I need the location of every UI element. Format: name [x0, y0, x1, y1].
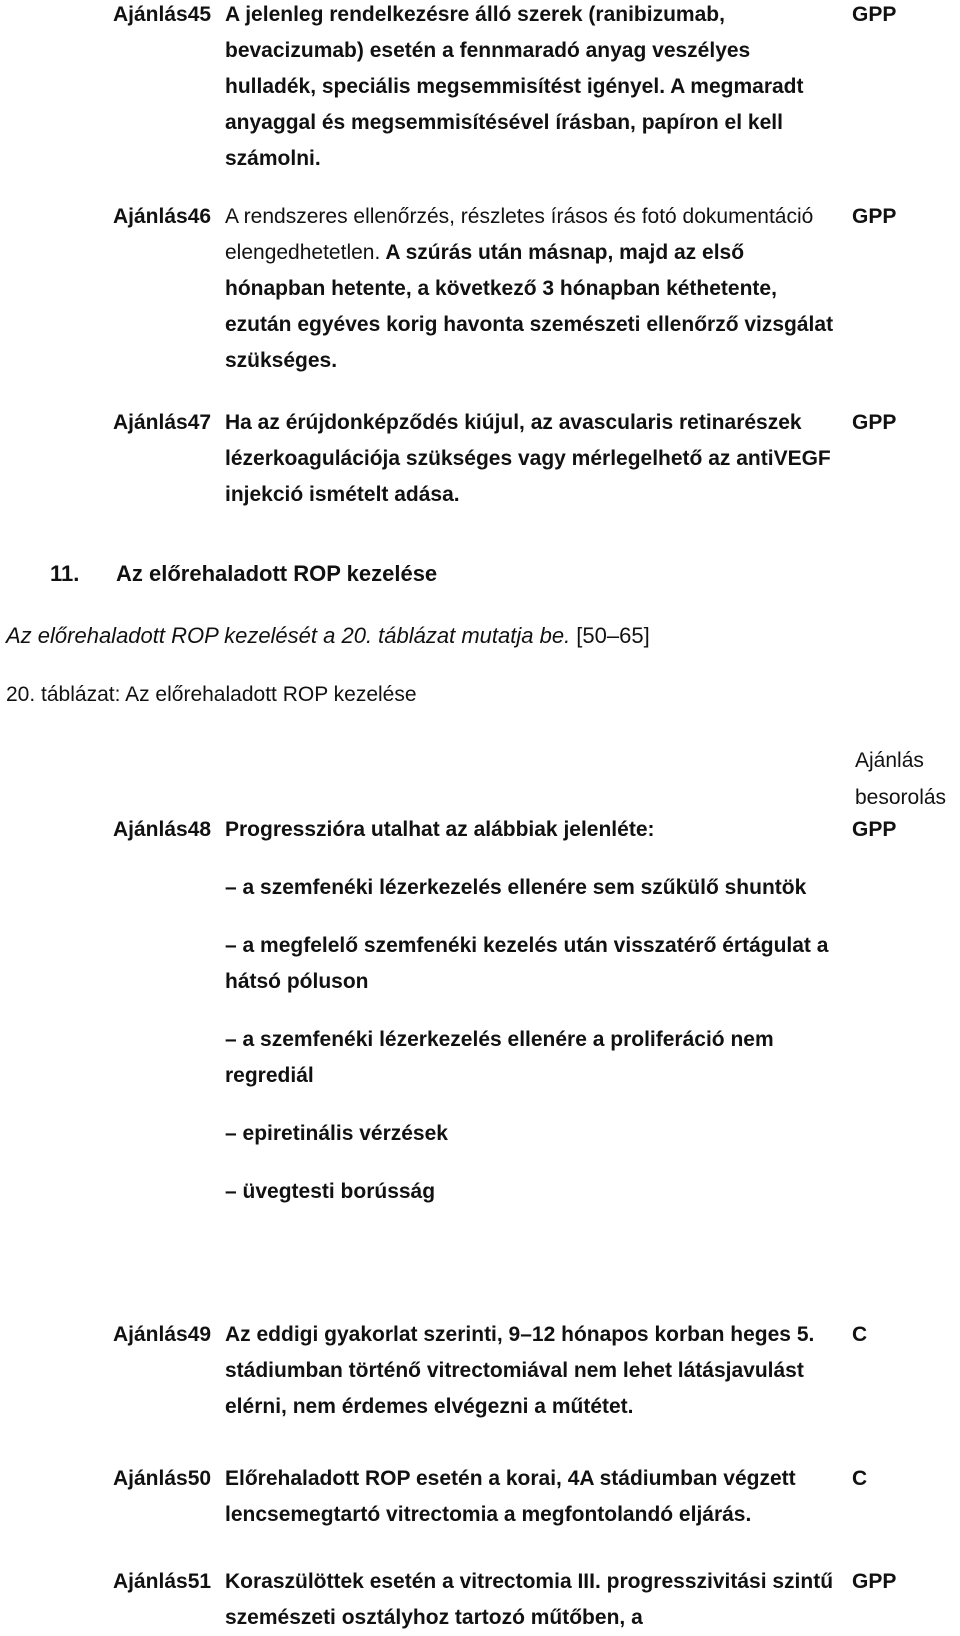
recommendation-text: Előrehaladott ROP esetén a korai, 4A stádiumban végzett lencsemegtartó vitrectomia a megfontolandó eljárás.: [225, 1467, 796, 1526]
recommendation-text: Az eddigi gyakorlat szerinti, 9–12 hónapos korban heges 5. stádiumban történő vitrectomiával nem lehet látásjavulást elérni, nem érdemes elvégezni a műtétet.: [225, 1323, 815, 1418]
recommendation-label: Ajánlás46: [113, 205, 212, 228]
table-caption: 20. táblázat: Az előrehaladott ROP kezelése: [6, 683, 417, 706]
list-item: – a szemfenéki lézerkezelés ellenére a proliferáció nem regrediál: [225, 1028, 774, 1087]
recommendation-grade: C: [852, 1467, 868, 1490]
recommendation-intro: Progresszióra utalhat az alábbiak jelenléte:: [225, 818, 655, 841]
intro-text: Az előrehaladott ROP kezelését a 20. táblázat mutatja be.: [6, 623, 571, 648]
recommendation-text: A jelenleg rendelkezésre álló szerek (ranibizumab, bevacizumab) esetén a fennmaradó anyag veszélyes hulladék, speciális megsemmisítést igényel. A megmaradt anyaggal és megsemmisítésével írásban, papíron el kell számolni.: [225, 3, 804, 170]
recommendation-grade: GPP: [852, 205, 897, 228]
recommendation-grade: GPP: [852, 1570, 897, 1593]
recommendation-label: Ajánlás49: [113, 1323, 212, 1346]
recommendation-label: Ajánlás48: [113, 818, 212, 841]
recommendation-label: Ajánlás45: [113, 3, 212, 26]
recommendation-text-part1: A rendszeres ellenőrzés, részletes írásos és fotó dokumentáció elengedhetetlen.: [225, 205, 814, 264]
recommendation-grade: GPP: [852, 411, 897, 434]
recommendation-grade: C: [852, 1323, 868, 1346]
grade-column-header: [855, 742, 946, 816]
recommendation-text: [225, 812, 847, 1216]
recommendation-grade: GPP: [852, 818, 897, 841]
recommendation-text: Ha az érújdonképződés kiújul, az avascularis retinarészek lézerkoagulációja szükséges vagy mérlegelhető az antiVEGF injekció ismételt adása.: [225, 411, 831, 506]
list-item: – a megfelelő szemfenéki kezelés után visszatérő értágulat a hátsó póluson: [225, 934, 829, 993]
section-heading: [50, 556, 437, 592]
recommendation-label: Ajánlás50: [113, 1467, 212, 1490]
recommendation-label: Ajánlás51: [113, 1570, 212, 1593]
recommendation-text: [225, 199, 847, 379]
list-item: – üvegtesti borússág: [225, 1180, 436, 1203]
recommendation-text-part2: A szúrás után másnap, majd az első hónapban hetente, a következő 3 hónapban kéthetente, ezután egyéves korig havonta szemészeti ellenőrző vizsgálat szükséges.: [225, 241, 834, 372]
section-intro: [6, 618, 650, 654]
recommendation-text: Koraszülöttek esetén a vitrectomia III. progresszivitási szintű szemészeti osztályhoz tartozó műtőben, a: [225, 1570, 834, 1629]
column-header-line2: besorolás: [855, 786, 947, 809]
list-item: – epiretinális vérzések: [225, 1122, 448, 1145]
intro-reference: [50–65]: [570, 623, 650, 648]
recommendation-label: Ajánlás47: [113, 411, 212, 434]
section-number: 11.: [50, 561, 80, 586]
list-item: – a szemfenéki lézerkezelés ellenére sem szűkülő shuntök: [225, 876, 807, 899]
section-title: Az előrehaladott ROP kezelése: [116, 561, 438, 586]
column-header-line1: Ajánlás: [855, 749, 924, 772]
recommendation-grade: GPP: [852, 3, 897, 26]
